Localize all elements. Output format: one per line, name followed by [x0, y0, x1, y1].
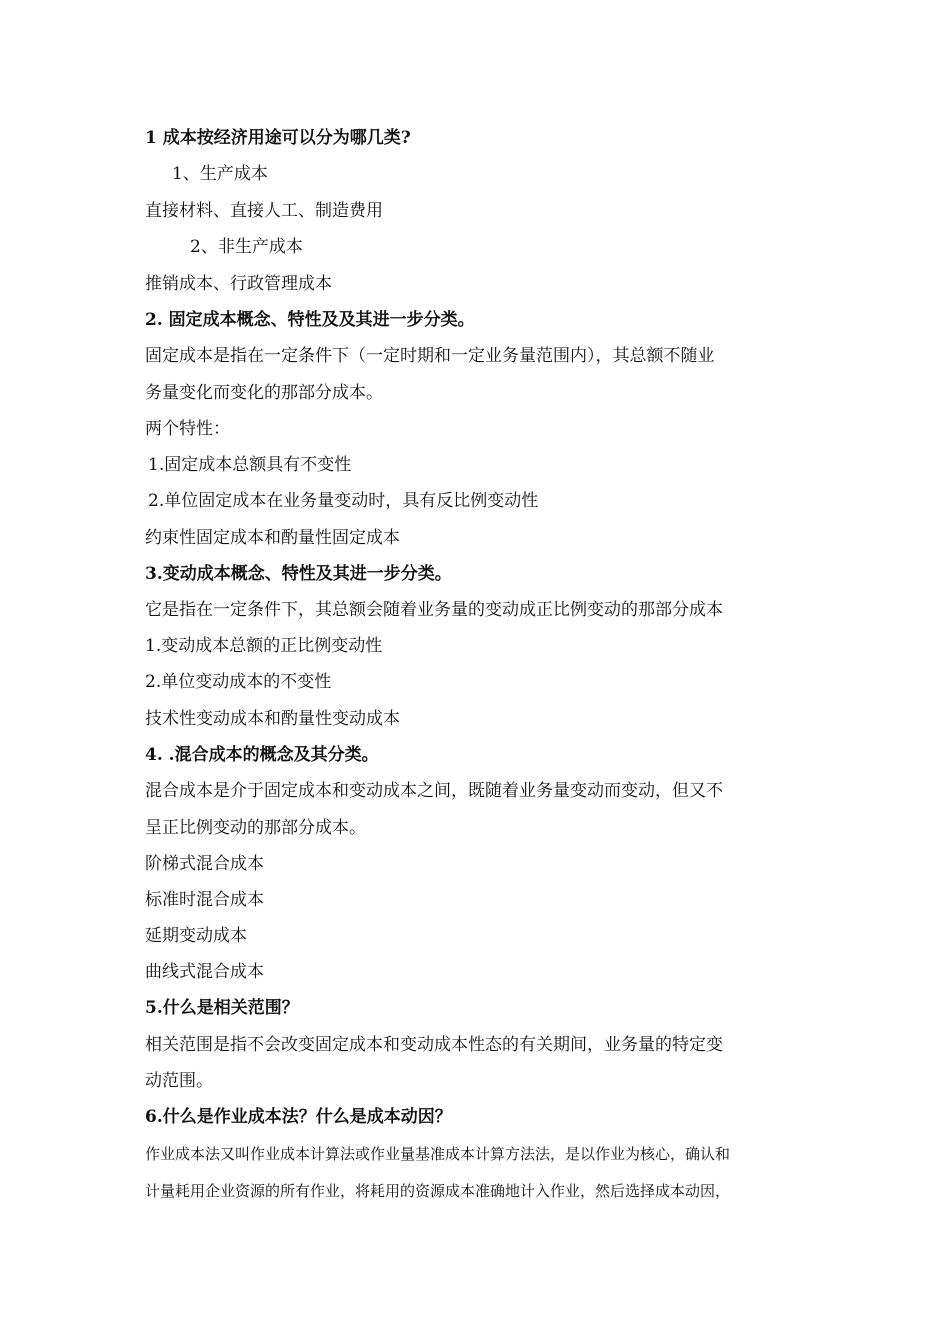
paragraph-line: 约束性固定成本和酌量性固定成本	[145, 528, 400, 548]
list-item: 2.单位变动成本的不变性	[145, 672, 332, 692]
heading-q2: 2. 固定成本概念、特性及及其进一步分类。	[145, 310, 475, 330]
paragraph-line: 混合成本是介于固定成本和变动成本之间，既随着业务量变动而变动，但又不	[145, 781, 723, 801]
paragraph-line: 相关范围是指不会改变固定成本和变动成本性态的有关期间，业务量的特定变	[145, 1035, 723, 1055]
paragraph-line: 技术性变动成本和酌量性变动成本	[145, 709, 400, 729]
list-item: 标准时混合成本	[145, 890, 264, 910]
paragraph-line: 两个特性：	[145, 419, 230, 439]
heading-q3: 3.变动成本概念、特性及其进一步分类。	[145, 564, 452, 584]
paragraph-line: 推销成本、行政管理成本	[145, 274, 332, 294]
list-item: 1、生产成本	[172, 164, 268, 184]
list-item: 2、非生产成本	[190, 237, 303, 257]
paragraph-line: 计量耗用企业资源的所有作业，将耗用的资源成本准确地计入作业，然后选择成本动因，	[145, 1182, 731, 1200]
paragraph-line: 呈正比例变动的那部分成本。	[145, 818, 366, 838]
paragraph-line: 动范围。	[145, 1071, 213, 1091]
paragraph-line: 务量变化而变化的那部分成本。	[145, 383, 383, 403]
paragraph-line: 它是指在一定条件下，其总额会随着业务量的变动成正比例变动的那部分成本	[145, 600, 723, 620]
list-item: 1.固定成本总额具有不变性	[148, 455, 352, 475]
paragraph-line: 固定成本是指在一定条件下（一定时期和一定业务量范围内），其总额不随业	[145, 346, 715, 366]
heading-q5: 5.什么是相关范围？	[145, 998, 299, 1018]
list-item: 曲线式混合成本	[145, 962, 264, 982]
paragraph-line: 作业成本法又叫作业成本计算法或作业量基准成本计算方法法，是以作业为核心，确认和	[145, 1145, 731, 1163]
heading-q1: 1 成本按经济用途可以分为哪几类?	[145, 128, 411, 148]
list-item: 1.变动成本总额的正比例变动性	[145, 636, 383, 656]
list-item: 延期变动成本	[145, 926, 247, 946]
list-item: 2.单位固定成本在业务量变动时，具有反比例变动性	[148, 491, 539, 511]
heading-q6: 6.什么是作业成本法？什么是成本动因？	[145, 1107, 452, 1127]
heading-q4: 4. .混合成本的概念及其分类。	[145, 745, 379, 765]
list-item: 阶梯式混合成本	[145, 854, 264, 874]
paragraph-line: 直接材料、直接人工、制造费用	[145, 201, 383, 221]
